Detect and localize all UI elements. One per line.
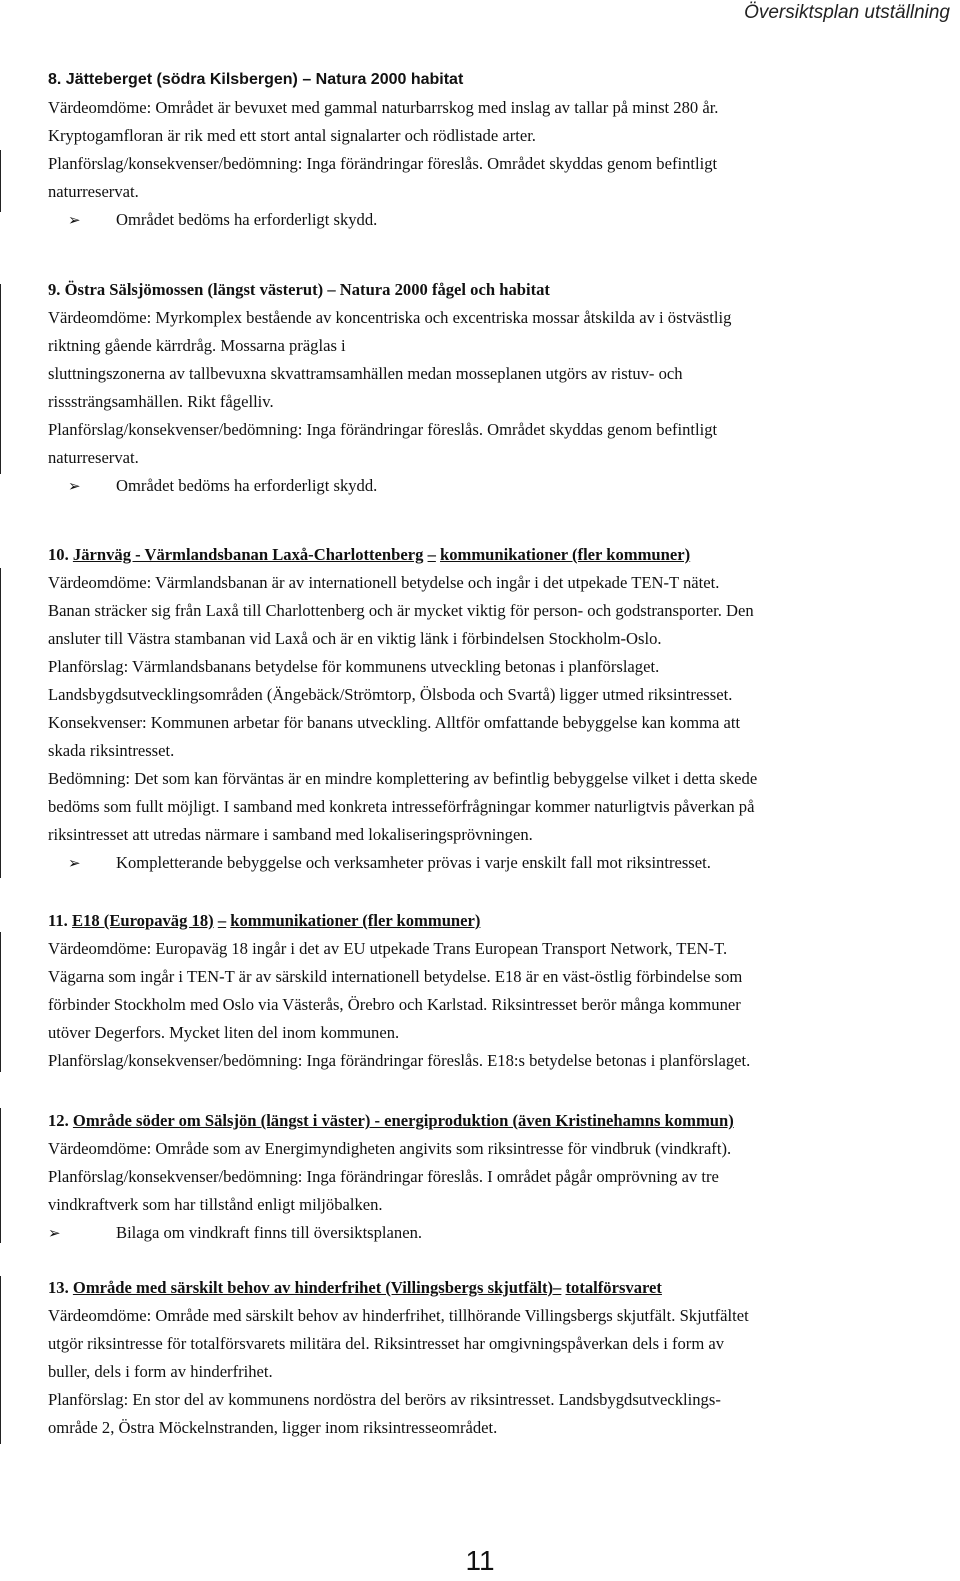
bullet-text: Bilaga om vindkraft finns till översiktsplanen.: [116, 1223, 423, 1242]
bullet-item: [48, 206, 952, 234]
paragraph-line: Värdeomdöme: Område som av Energimyndigheten angivits som riksintresse för vindbruk (vindkraft).: [48, 1139, 732, 1158]
paragraph-line: Värdeomdöme: Värmlandsbanan är av internationell betydelse och ingår i det utpekade TEN-T nätet.: [48, 573, 720, 592]
page-number: 11: [465, 1545, 495, 1576]
paragraph-line: bedöms som fullt möjligt. I samband med konkreta intresseförfrågningar kommer naturligtvis påverkan på: [48, 797, 755, 816]
paragraph-line: ansluter till Västra stambanan vid Laxå och är en viktig länk i förbindelsen Stockholm-Oslo.: [48, 629, 662, 648]
paragraph-line: Planförslag/konsekvenser/bedömning: Inga förändringar föreslås. Området skyddas genom befintligt: [48, 154, 718, 173]
section-13: [48, 1274, 952, 1442]
paragraph-line: Kryptogamfloran är rik med ett stort antal signalarter och rödlistade arter.: [48, 126, 536, 145]
running-header: Översiktsplan utställning: [744, 2, 950, 23]
paragraph-line: Banan sträcker sig från Laxå till Charlottenberg och är mycket viktig för person- och godstransporter. Den: [48, 601, 754, 620]
change-bar: [0, 1276, 1, 1444]
paragraph-line: förbinder Stockholm med Oslo via Västerås, Örebro och Karlstad. Riksintresset berör många kommuner: [48, 995, 741, 1014]
paragraph-line: Värdeomdöme: Europaväg 18 ingår i det av EU utpekade Trans European Transport Network, TEN-T.: [48, 939, 728, 958]
section-9: [48, 276, 952, 500]
bullet-item: [48, 849, 952, 877]
paragraph-line: Konsekvenser: Kommunen arbetar för banans utveckling. Alltför omfattande bebyggelse kan komma att: [48, 713, 741, 732]
title-dash: –: [217, 911, 227, 930]
paragraph-line: Planförslag: En stor del av kommunens nordöstra del berörs av riksintresset. Landsbygdsutvecklings-: [48, 1390, 721, 1409]
paragraph-line: Värdeomdöme: Myrkomplex bestående av koncentriska och excentriska mossar åtskilda av i östvästlig: [48, 308, 732, 327]
change-bar: [0, 284, 1, 474]
title-part-a: Jätteberget (södra Kilsbergen): [65, 71, 298, 88]
paragraph-line: riktning gående kärrdråg. Mossarna präglas i: [48, 336, 346, 355]
paragraph-line: utöver Degerfors. Mycket liten del inom kommunen.: [48, 1023, 400, 1042]
change-bar: [0, 1108, 1, 1243]
section-title: [48, 541, 952, 569]
bullet-item: [48, 472, 952, 500]
title-part-a: E18 (Europaväg 18): [71, 911, 214, 930]
title-part-b: Natura 2000 habitat: [315, 71, 464, 88]
bullet-text: Området bedöms ha erforderligt skydd.: [116, 476, 378, 495]
bullet-text: Området bedöms ha erforderligt skydd.: [116, 210, 378, 229]
title-dash: –: [302, 71, 312, 88]
section-title: [48, 907, 952, 935]
paragraph-line: område 2, Östra Möckelnstranden, ligger inom riksintresseområdet.: [48, 1418, 498, 1437]
paragraph-line: Vägarna som ingår i TEN-T är av särskild internationell betydelse. E18 är en väst-östlig förbindelse som: [48, 967, 743, 986]
title-dash: –: [553, 1278, 562, 1297]
bullet-text: Kompletterande bebyggelse och verksamheter prövas i varje enskilt fall mot riksintresset.: [116, 853, 711, 872]
section-8: [48, 66, 952, 234]
section-11: [48, 907, 952, 1075]
paragraph-line: sluttningszonerna av tallbevuxna skvattramsamhällen medan mosseplanen utgörs av ristuv- och: [48, 364, 683, 383]
title-dash: –: [427, 545, 436, 564]
section-10: [48, 541, 952, 877]
arrow-bullet-icon: ➢: [68, 213, 81, 229]
paragraph-line: naturreservat.: [48, 448, 139, 467]
title-part-b: kommunikationer (fler kommuner): [440, 545, 691, 564]
section-number: 11.: [48, 911, 68, 930]
section-title: [48, 1274, 952, 1302]
paragraph-line: risssträngsamhällen. Rikt fågelliv.: [48, 392, 274, 411]
paragraph-line: vindkraftverk som har tillstånd enligt miljöbalken.: [48, 1195, 383, 1214]
title-part-a: Järnväg - Värmlandsbanan Laxå-Charlottenberg: [72, 545, 424, 564]
paragraph-line: Landsbygdsutvecklingsområden (Ängebäck/Strömtorp, Ölsboda och Svartå) ligger utmed riksintresset.: [48, 685, 733, 704]
paragraph-line: riksintresset att utredas närmare i samband med lokaliseringsprövningen.: [48, 825, 533, 844]
change-bar: [0, 568, 1, 878]
section-number: 12.: [48, 1111, 69, 1130]
section-number: 8.: [48, 71, 62, 88]
section-12: [48, 1107, 952, 1247]
section-title: 9. Östra Sälsjömossen (längst västerut) – Natura 2000 fågel och habitat: [48, 280, 550, 299]
paragraph-line: Bedömning: Det som kan förväntas är en mindre komplettering av befintlig bebyggelse vilket i detta skede: [48, 769, 758, 788]
title-part-b: kommunikationer (fler kommuner): [230, 911, 481, 930]
arrow-bullet-icon: ➢: [68, 479, 81, 495]
section-title: [48, 1107, 952, 1135]
arrow-bullet-icon: ➢: [48, 1226, 61, 1242]
paragraph-line: Värdeomdöme: Område med särskilt behov av hinderfrihet, tillhörande Villingsbergs skjutfält. Skjutfältet: [48, 1306, 749, 1325]
bullet-item: [48, 1219, 952, 1247]
change-bar: [0, 932, 1, 1072]
paragraph-line: Planförslag/konsekvenser/bedömning: Inga förändringar föreslås. I området pågår omprövning av tre: [48, 1167, 719, 1186]
section-number: 13.: [48, 1278, 69, 1297]
paragraph-line: Planförslag: Värmlandsbanans betydelse för kommunens utveckling betonas i planförslaget.: [48, 657, 660, 676]
arrow-bullet-icon: ➢: [68, 856, 81, 872]
paragraph-line: skada riksintresset.: [48, 741, 175, 760]
title-part-b: totalförsvaret: [565, 1278, 662, 1297]
paragraph-line: utgör riksintresse för totalförsvarets militära del. Riksintresset har omgivningspåverkan dels i form av: [48, 1334, 725, 1353]
paragraph-line: Planförslag/konsekvenser/bedömning: Inga förändringar föreslås. E18:s betydelse betonas i planförslaget.: [48, 1051, 751, 1070]
change-bar: [0, 150, 1, 212]
paragraph-line: Värdeomdöme: Området är bevuxet med gammal naturbarrskog med inslag av tallar på minst 280 år.: [48, 98, 719, 117]
paragraph-line: buller, dels i form av hinderfrihet.: [48, 1362, 273, 1381]
title-part-a: Område söder om Sälsjön (längst i väster) - energiproduktion (även Kristinehamns kommun): [72, 1111, 734, 1130]
paragraph-line: naturreservat.: [48, 182, 139, 201]
title-part-a: Område med särskilt behov av hinderfrihet (Villingsbergs skjutfält): [72, 1278, 554, 1297]
paragraph-line: Planförslag/konsekvenser/bedömning: Inga förändringar föreslås. Området skyddas genom befintligt: [48, 420, 718, 439]
section-number: 10.: [48, 545, 69, 564]
section-title: [48, 66, 952, 94]
